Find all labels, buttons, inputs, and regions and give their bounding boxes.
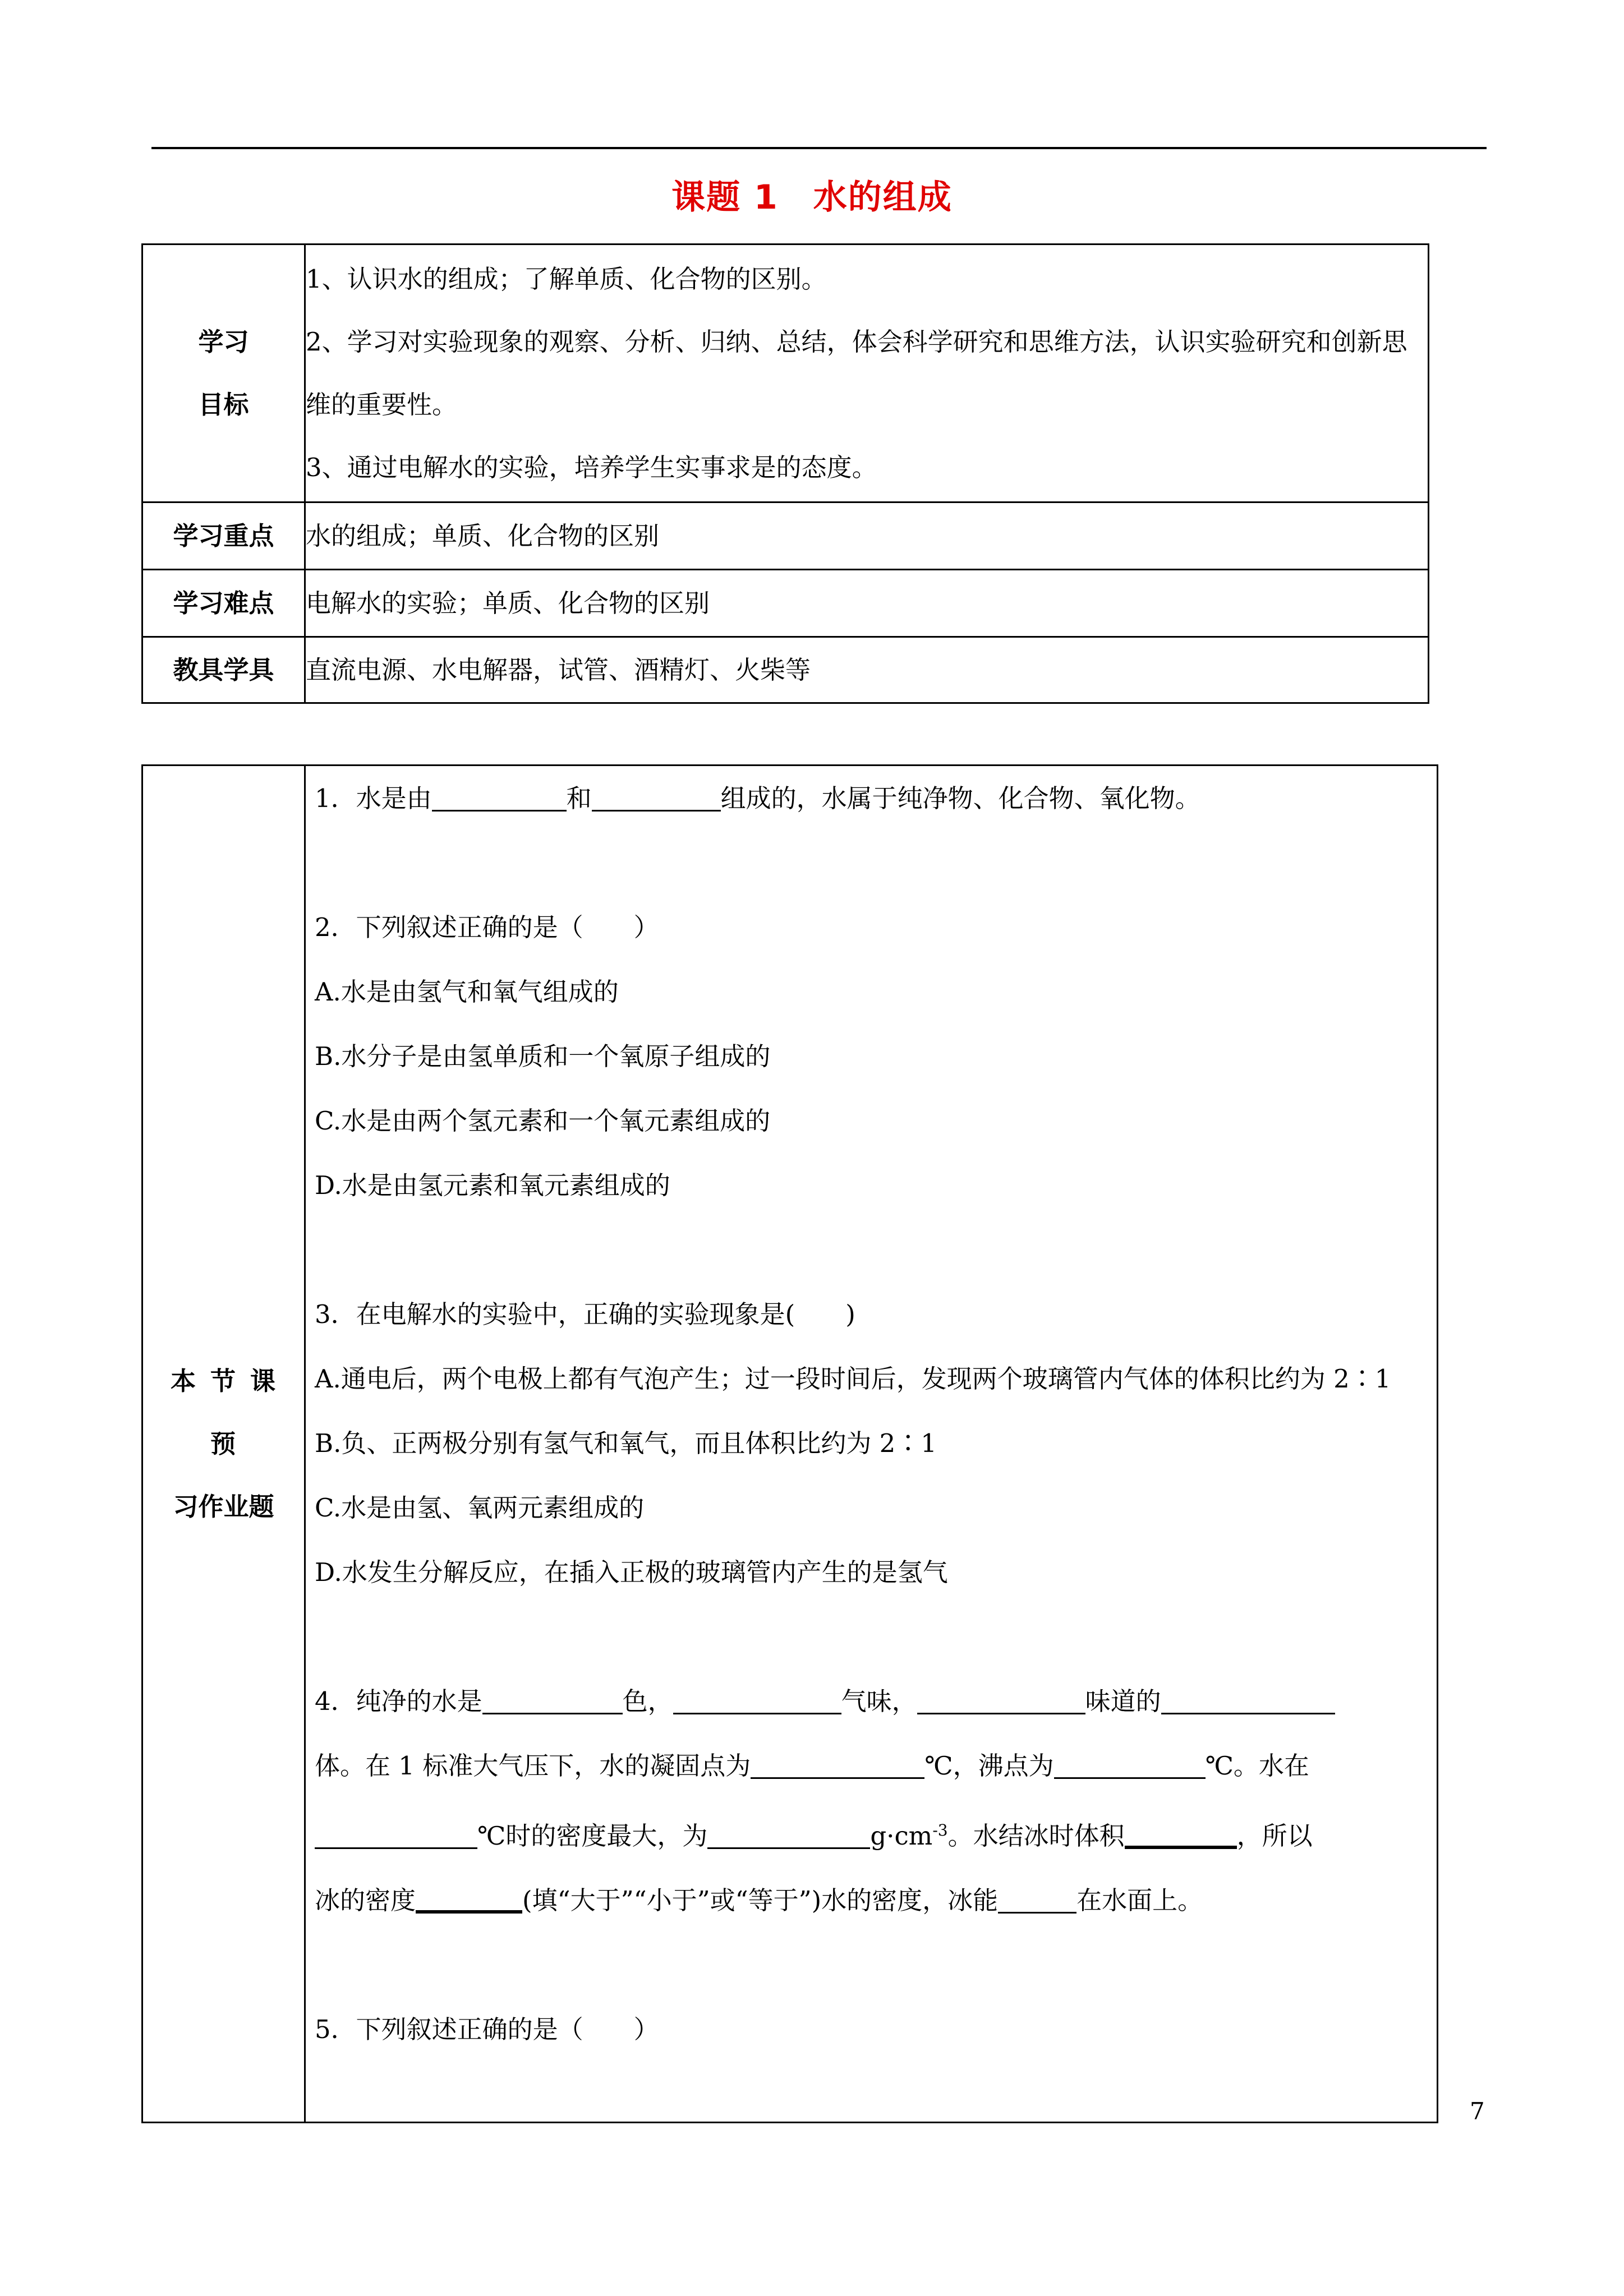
question-4-line-4: 冰的密度 (填“大于”“小于”或“等于”)水的密度，冰能 在水面上。 — [315, 1885, 1203, 1915]
q4-blank-density[interactable] — [707, 1822, 870, 1849]
question-2-option-d: D.水是由氢元素和氧元素组成的 — [315, 1170, 670, 1200]
question-3-stem: 3．在电解水的实验中，正确的实验现象是( ) — [315, 1299, 855, 1329]
question-5-stem: 5．下列叙述正确的是（ ） — [315, 2014, 659, 2044]
goals-label-line-2: 目标 — [198, 389, 249, 419]
tools-label: 教具学具 — [142, 637, 305, 703]
goal-3: 3、通过电解水的实验，培养学生实事求是的态度。 — [306, 452, 877, 482]
q4-blank-ice-density[interactable] — [416, 1885, 522, 1914]
question-2-stem: 2．下列叙述正确的是（ ） — [315, 912, 659, 942]
question-2-option-a: A.水是由氢气和氧气组成的 — [315, 977, 619, 1007]
q4-blank-float[interactable] — [998, 1887, 1076, 1914]
header-rule — [151, 147, 1487, 149]
exercise-label-line-2: 习作业题 — [173, 1491, 274, 1522]
goals-label-cell — [142, 245, 305, 502]
question-4-line-2: 体。在 1 标准大气压下，水的凝固点为 ℃，沸点为 ℃。水在 — [315, 1751, 1309, 1781]
key-points-label: 学习重点 — [142, 502, 305, 570]
key-points-text: 水的组成；单质、化合物的区别 — [305, 502, 1429, 570]
exercise-content-cell — [305, 766, 1438, 2123]
q4-blank-state[interactable] — [1161, 1688, 1335, 1714]
q4-blank-boiling-point[interactable] — [1054, 1752, 1206, 1779]
exercise-label-line-1: 本节课预 — [170, 1366, 290, 1459]
question-3-option-d: D.水发生分解反应，在插入正极的玻璃管内产生的是氢气 — [315, 1557, 948, 1587]
q4-blank-color[interactable] — [482, 1688, 623, 1714]
page-title: 课题 1 水的组成 — [671, 178, 953, 217]
question-3-option-a: A.通电后，两个电极上都有气泡产生；过一段时间后，发现两个玻璃管内气体的体积比约为 2∶1 — [315, 1364, 1391, 1394]
goals-label-line-1: 学习 — [198, 326, 249, 357]
exercise-table — [141, 764, 1438, 2123]
question-3-option-b: B.负、正两极分别有氢气和氧气，而且体积比约为 2∶1 — [315, 1428, 937, 1458]
q4-blank-freezing-point[interactable] — [751, 1752, 924, 1779]
goals-content-cell — [305, 245, 1429, 502]
q1-blank-1[interactable] — [432, 785, 567, 812]
q1-blank-2[interactable] — [592, 785, 721, 812]
q4-blank-temperature[interactable] — [315, 1822, 477, 1849]
difficulty-label: 学习难点 — [142, 570, 305, 637]
difficulty-text: 电解水的实验；单质、化合物的区别 — [305, 570, 1429, 637]
q4-blank-taste[interactable] — [917, 1688, 1085, 1714]
question-2-option-b: B.水分子是由氢单质和一个氧原子组成的 — [315, 1041, 771, 1071]
question-4-line-1: 4．纯净的水是 色， 气味， 味道的 — [315, 1669, 1437, 1733]
page-number: 7 — [1470, 2097, 1485, 2125]
exercise-label-cell — [142, 766, 305, 2123]
question-3-option-c: C.水是由氢、氧两元素组成的 — [315, 1493, 645, 1523]
tools-text: 直流电源、水电解器，试管、酒精灯、火柴等 — [305, 637, 1429, 703]
question-4-line-3: ℃时的密度最大，为 $g\cdot cm^{-3}$。水结冰时体积 ，所以 — [315, 1798, 1437, 1868]
q4-blank-volume[interactable] — [1125, 1820, 1237, 1849]
goal-2: 2、学习对实验现象的观察、分析、归纳、总结，体会科学研究和思维方法，认识实验研究和创新思维的重要性。 — [306, 326, 1407, 419]
q4-blank-smell[interactable] — [673, 1688, 841, 1714]
info-table — [141, 243, 1429, 704]
question-1: 1．水是由 和 组成的，水属于纯净物、化合物、氧化物。 — [315, 783, 1200, 813]
goal-1: 1、认识水的组成；了解单质、化合物的区别。 — [306, 264, 827, 294]
question-2-option-c: C.水是由两个氢元素和一个氧元素组成的 — [315, 1106, 771, 1136]
